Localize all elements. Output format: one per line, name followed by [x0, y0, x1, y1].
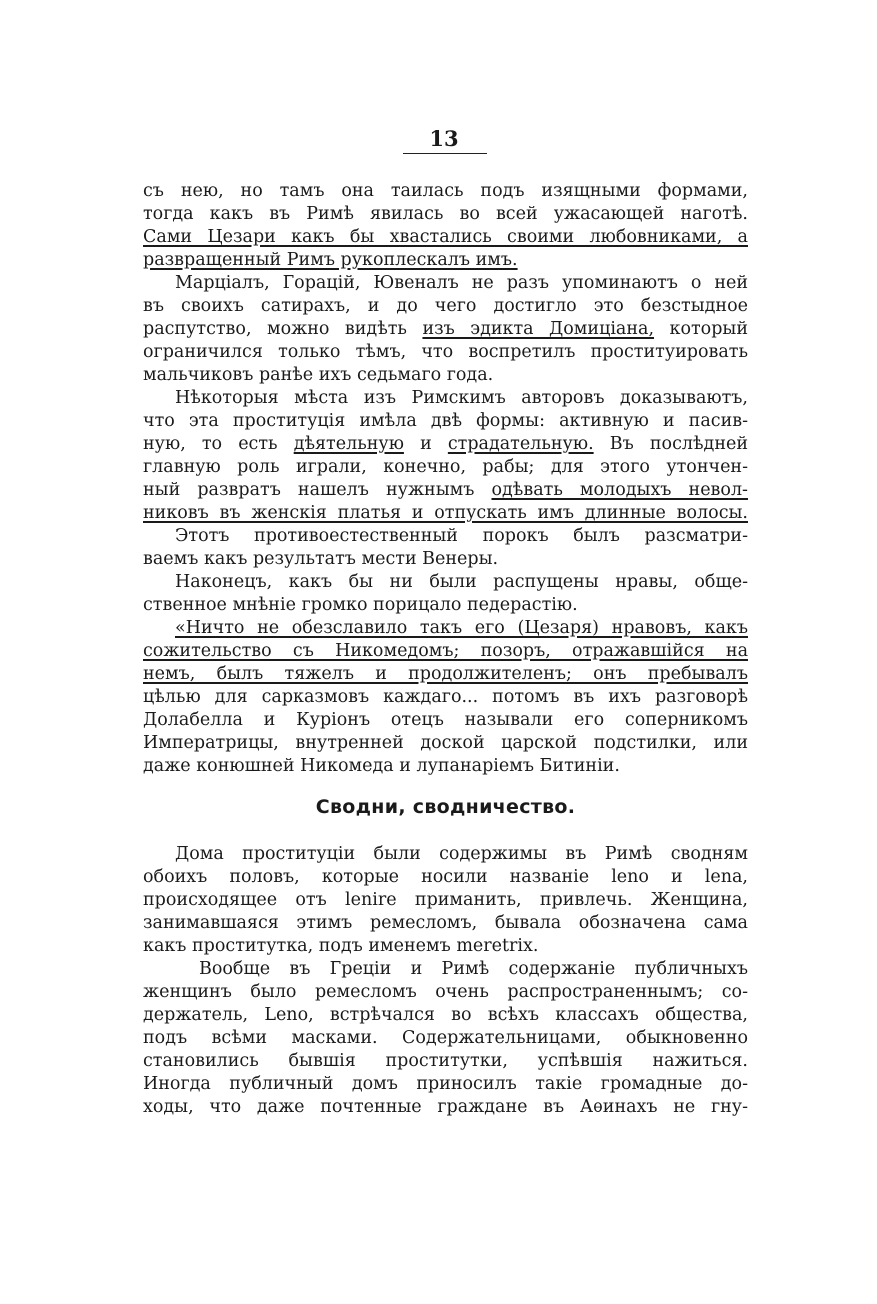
text-line: женщинъ было ремесломъ очень распространеннымъ; со- [143, 982, 748, 1002]
text-line: съ нею, но тамъ она таилась подъ изящными формами, [143, 181, 748, 201]
text-line: ходы, что даже почтенные граждане въ Аѳинахъ не гну- [143, 1097, 748, 1117]
text-line: держатель, Leno, встрѣчался во всѣхъ классахъ общества, [143, 1005, 748, 1025]
page-number: 13 [429, 126, 459, 151]
underlined-text: одѣвать молодыхъ невол- [491, 480, 748, 500]
text-line [143, 226, 748, 249]
text-line: Долабелла и Куріонъ отецъ называли его соперникомъ [143, 710, 748, 730]
paragraph-start: Нѣкоторыя мѣста изъ Римскимъ авторовъ доказываютъ, [175, 388, 748, 408]
underlined-text: страдательную. [447, 434, 594, 454]
paragraph-start: Этотъ противоестественный порокъ былъ разсматри- [175, 526, 748, 546]
text-line [143, 663, 748, 686]
text-line: что эта проституція имѣла двѣ формы: активную и пасив- [143, 411, 748, 431]
text-line [143, 640, 748, 663]
quote-start [143, 617, 748, 640]
text-line [143, 502, 748, 525]
underlined-text: никовъ въ женскія платья и отпускать имъ длинные волосы. [143, 503, 748, 523]
text-line: ограничился только тѣмъ, что воспретилъ проституировать [143, 342, 748, 362]
paragraph-start: Марціалъ, Горацій, Ювеналъ не разъ упоминаютъ о ней [175, 273, 748, 293]
text-line: мальчиковъ ранѣе ихъ седьмаго года. [143, 365, 494, 385]
text-line: распутство, можно видѣть изъ эдикта Домиціана, который [143, 319, 748, 339]
underlined-text: немъ, былъ тяжелъ и продолжителенъ; онъ пребывалъ [143, 664, 748, 684]
underlined-text: изъ эдикта Домиціана, [422, 319, 655, 339]
text-line: происходящее отъ lenire приманить, привлечь. Женщина, [143, 890, 748, 910]
text-block-two [143, 843, 748, 1119]
text-line: обоихъ половъ, которые носили названіе leno и lena, [143, 867, 748, 887]
underlined-text: развращенный Римъ рукоплескалъ имъ. [143, 250, 518, 270]
text-line: ваемъ какъ результатъ мести Венеры. [143, 549, 499, 569]
text-line: цѣлью для сарказмовъ каждаго... потомъ въ ихъ разговорѣ [143, 687, 748, 707]
text-line: подъ всѣми масками. Содержательницами, обыкновенно [143, 1028, 748, 1048]
underlined-text: дѣятельную [293, 434, 404, 454]
text-line: ственное мнѣніе громко порицало педерастію. [143, 595, 578, 615]
paragraph-start: Наконецъ, какъ бы ни были распущены нравы, обще- [175, 572, 748, 592]
text-line: Иногда публичный домъ приносилъ такіе громадные до- [143, 1074, 748, 1094]
page-number-rule [403, 153, 487, 154]
text-line: главную роль играли, конечно, рабы; для этого утончен- [143, 457, 748, 477]
text-line: какъ проститутка, подъ именемъ meretrix. [143, 936, 539, 956]
underlined-text: сожительство съ Никомедомъ; позоръ, отражавшійся на [143, 641, 748, 661]
text-line: даже конюшней Никомеда и лупанаріемъ Битиніи. [143, 756, 620, 776]
text-block-one [143, 180, 748, 778]
text-line: ную, то есть дѣятельную и страдательную. Въ послѣдней [143, 434, 748, 454]
text-line: Императрицы, внутренней доской царской подстилки, или [143, 733, 748, 753]
text-line: въ своихъ сатирахъ, и до чего достигло это безстыдное [143, 296, 748, 316]
text-line: ный развратъ нашелъ нужнымъ одѣвать молодыхъ невол- [143, 480, 748, 500]
text-line: занимавшаяся этимъ ремесломъ, бывала обозначена сама [143, 913, 748, 933]
text-line: становились бывшія проститутки, успѣвшія нажиться. [143, 1051, 748, 1071]
underlined-text: Сами Цезари какъ бы хвастались своими любовниками, а [143, 227, 748, 247]
text-line [143, 249, 748, 272]
section-heading: Сводни, сводничество. [315, 796, 576, 818]
paragraph-start: Дома проституціи были содержимы въ Римѣ сводням [175, 844, 748, 864]
paragraph-start: Вообще въ Греціи и Римѣ содержаніе публичныхъ [199, 959, 748, 979]
text-line: тогда какъ въ Римѣ явилась во всей ужасающей наготѣ. [143, 204, 748, 224]
underlined-text: «Ничто не обезславило такъ его (Цезаря) нравовъ, какъ [175, 618, 748, 638]
